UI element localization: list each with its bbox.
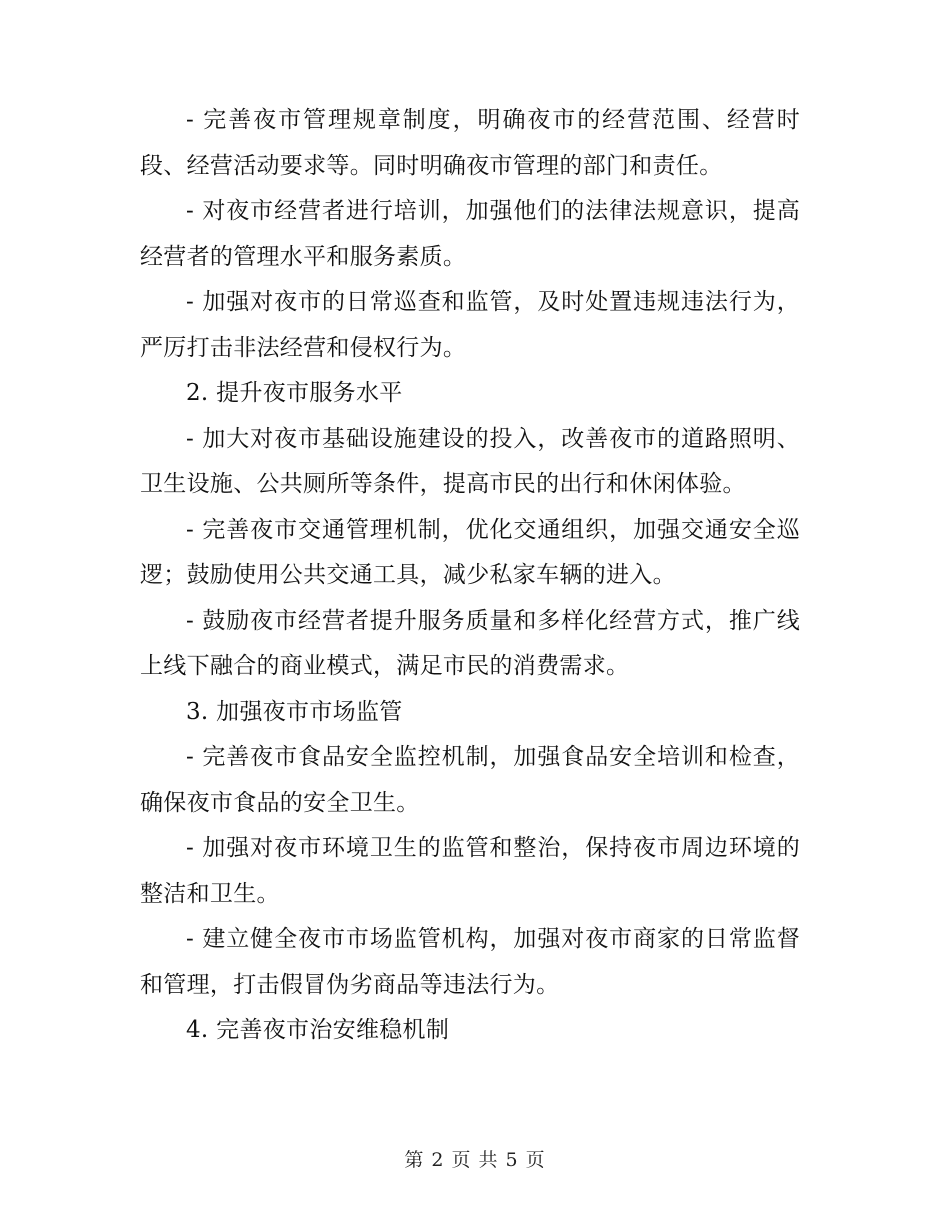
body-paragraph: - 完善夜市管理规章制度，明确夜市的经营范围、经营时段、经营活动要求等。同时明确夜市管理的部门和责任。	[140, 107, 800, 179]
body-paragraph: - 完善夜市食品安全监控机制，加强食品安全培训和检查，确保夜市食品的安全卫生。	[140, 744, 800, 816]
body-paragraph: - 建立健全夜市市场监管机构，加强对夜市商家的日常监督和管理，打击假冒伪劣商品等违法行为。	[140, 926, 800, 998]
body-paragraph: - 鼓励夜市经营者提升服务质量和多样化经营方式，推广线上线下融合的商业模式，满足市民的消费需求。	[140, 607, 800, 679]
body-paragraph: - 完善夜市交通管理机制，优化交通组织，加强交通安全巡逻；鼓励使用公共交通工具，减少私家车辆的进入。	[140, 516, 800, 588]
body-paragraph: - 加强对夜市的日常巡查和监管，及时处置违规违法行为，严厉打击非法经营和侵权行为。	[140, 289, 800, 361]
page-number-footer: 第 2 页 共 5 页	[404, 1149, 546, 1171]
body-paragraph: - 加强对夜市环境卫生的监管和整治，保持夜市周边环境的整洁和卫生。	[140, 835, 800, 907]
body-paragraph: - 对夜市经营者进行培训，加强他们的法律法规意识，提高经营者的管理水平和服务素质。	[140, 198, 800, 270]
document-body	[140, 98, 800, 1054]
section-heading: 3. 加强夜市市场监管	[186, 698, 403, 725]
section-heading: 2. 提升夜市服务水平	[186, 380, 403, 406]
body-paragraph: - 加大对夜市基础设施建设的投入，改善夜市的道路照明、卫生设施、公共厕所等条件，提高市民的出行和休闲体验。	[140, 425, 800, 497]
section-heading: 4. 完善夜市治安维稳机制	[186, 1017, 450, 1043]
